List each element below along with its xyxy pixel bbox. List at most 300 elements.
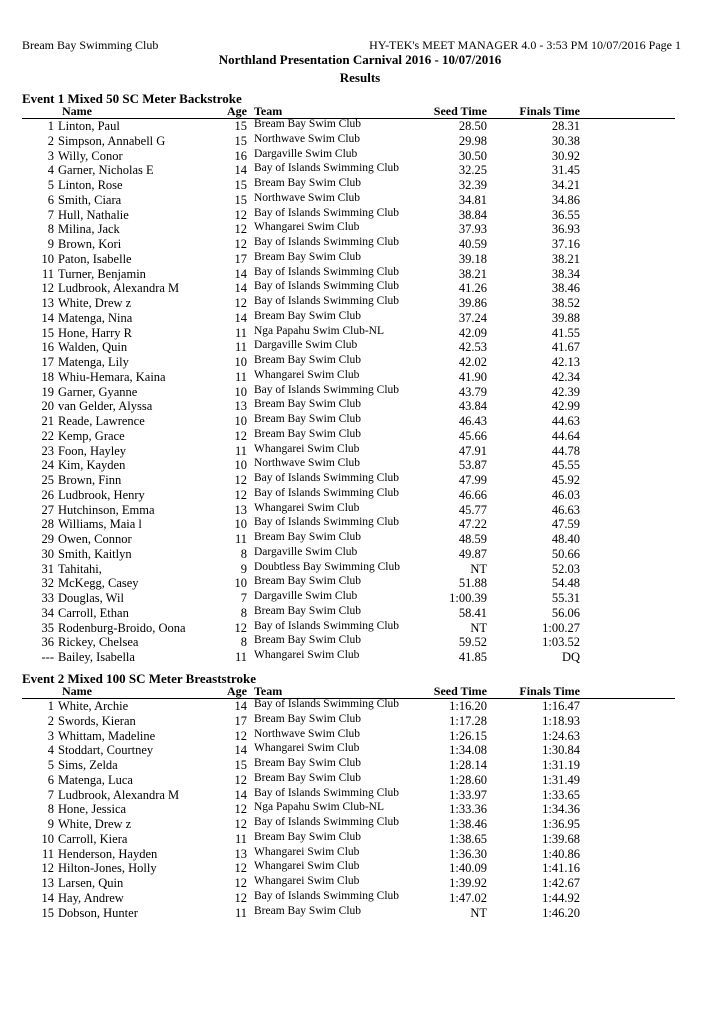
seed-time-cell: 43.84 bbox=[458, 399, 487, 414]
swimmer-name: Carroll, Ethan bbox=[58, 605, 129, 620]
place-cell: 23 bbox=[41, 443, 54, 458]
team-cell: Whangarei Swim Club bbox=[254, 875, 360, 887]
result-row bbox=[0, 876, 720, 891]
finals-time-cell: 55.31 bbox=[551, 591, 580, 605]
team-cell: Whangarei Swim Club bbox=[254, 221, 360, 234]
swimmer-name: Smith, Kaitlyn bbox=[58, 546, 132, 561]
seed-time-cell: NT bbox=[470, 905, 487, 920]
team-cell: Bay of Islands Swimming Club bbox=[254, 236, 400, 248]
result-row bbox=[0, 758, 720, 773]
finals-time-cell: 36.93 bbox=[551, 222, 580, 237]
club-name: Bream Bay Swimming Club bbox=[22, 38, 159, 52]
result-row bbox=[0, 458, 720, 473]
age-cell: 12 bbox=[234, 802, 247, 817]
swimmer-name: White, Drew z bbox=[58, 817, 132, 831]
age-cell: 16 bbox=[234, 148, 247, 163]
team-cell: Bay of Islands Swimming Club bbox=[254, 162, 400, 175]
finals-time-cell: 38.52 bbox=[551, 296, 580, 310]
finals-time-cell: 41.67 bbox=[551, 340, 580, 355]
team-cell: Bay of Islands Swimming Club bbox=[254, 383, 400, 396]
finals-time-cell: 44.64 bbox=[551, 428, 580, 443]
age-cell: 12 bbox=[234, 487, 247, 502]
age-cell: 8 bbox=[240, 605, 247, 620]
seed-time-cell: 51.88 bbox=[458, 576, 487, 591]
seed-time-cell: 1:40.09 bbox=[449, 861, 487, 876]
place-cell: 25 bbox=[41, 473, 54, 487]
seed-time-cell: 1:33.36 bbox=[449, 802, 487, 817]
seed-time-cell: 42.53 bbox=[458, 340, 487, 355]
place-cell: 1 bbox=[47, 119, 54, 133]
result-row bbox=[0, 414, 720, 429]
finals-time-cell: 28.31 bbox=[551, 119, 580, 133]
place-cell: 9 bbox=[47, 817, 54, 831]
age-cell: 7 bbox=[240, 591, 247, 605]
result-row bbox=[0, 743, 720, 758]
result-row bbox=[0, 281, 720, 296]
team-cell: Whangarei Swim Club bbox=[254, 649, 360, 661]
team-cell: Whangarei Swim Club bbox=[254, 860, 360, 873]
place-cell: 7 bbox=[47, 787, 54, 802]
result-row bbox=[0, 429, 720, 444]
age-cell: 10 bbox=[234, 355, 247, 369]
finals-time-cell: 30.38 bbox=[551, 133, 580, 148]
col-name: Name bbox=[62, 104, 92, 118]
place-cell: 33 bbox=[41, 591, 54, 605]
team-cell: Doubtless Bay Swimming Club bbox=[254, 560, 400, 573]
swimmer-name: Tahitahi, bbox=[58, 561, 102, 576]
result-row bbox=[0, 606, 720, 621]
team-cell: Whangarei Swim Club bbox=[254, 368, 360, 381]
seed-time-cell: 47.99 bbox=[458, 473, 487, 487]
finals-time-cell: 42.34 bbox=[551, 369, 580, 384]
finals-time-cell: 45.92 bbox=[551, 473, 580, 487]
seed-time-cell: 1:16.20 bbox=[449, 699, 487, 713]
result-row bbox=[0, 296, 720, 311]
finals-time-cell: 56.06 bbox=[551, 605, 580, 620]
swimmer-name: Carroll, Kiera bbox=[58, 831, 128, 846]
age-cell: 14 bbox=[234, 699, 247, 713]
team-cell: Bream Bay Swim Club bbox=[254, 757, 362, 769]
place-cell: 28 bbox=[41, 517, 54, 532]
result-row bbox=[0, 399, 720, 414]
seed-time-cell: 1:17.28 bbox=[449, 713, 487, 728]
seed-time-cell: 41.90 bbox=[458, 369, 487, 384]
age-cell: 12 bbox=[234, 207, 247, 222]
swimmer-name: Matenga, Nina bbox=[58, 310, 133, 325]
swimmer-name: Kemp, Grace bbox=[58, 428, 125, 443]
event-1-title: Event 1 Mixed 50 SC Meter Backstroke bbox=[22, 91, 242, 106]
swimmer-name: Garner, Gyanne bbox=[58, 384, 138, 399]
swimmer-name: Hilton-Jones, Holly bbox=[58, 861, 157, 876]
age-cell: 15 bbox=[234, 192, 247, 207]
team-cell: Bream Bay Swim Club bbox=[254, 771, 362, 784]
swimmer-name: Hull, Nathalie bbox=[58, 207, 129, 222]
result-row bbox=[0, 773, 720, 788]
finals-time-cell: 1:18.93 bbox=[542, 713, 580, 728]
result-row bbox=[0, 699, 720, 714]
team-cell: Whangarei Swim Club bbox=[254, 501, 360, 514]
finals-time-cell: 1:33.65 bbox=[542, 787, 580, 802]
seed-time-cell: 1:47.02 bbox=[449, 890, 487, 905]
swimmer-name: Matenga, Luca bbox=[58, 772, 133, 787]
place-cell: 9 bbox=[47, 237, 54, 251]
swimmer-name: Brown, Finn bbox=[58, 473, 122, 487]
swimmer-name: Ludbrook, Henry bbox=[58, 487, 145, 502]
col-age: Age bbox=[227, 684, 247, 698]
place-cell: 4 bbox=[47, 743, 54, 758]
team-cell: Bream Bay Swim Club bbox=[254, 712, 362, 725]
place-cell: 34 bbox=[41, 605, 54, 620]
result-row bbox=[0, 802, 720, 817]
place-cell: 7 bbox=[47, 207, 54, 222]
swimmer-name: Whittam, Madeline bbox=[58, 728, 156, 743]
age-cell: 13 bbox=[234, 399, 247, 414]
place-cell: 18 bbox=[41, 369, 54, 384]
result-row bbox=[0, 517, 720, 532]
place-cell: 12 bbox=[41, 861, 54, 876]
team-cell: Bay of Islands Swimming Club bbox=[254, 280, 400, 293]
finals-time-cell: 36.55 bbox=[551, 207, 580, 222]
col-finals-time: Finals Time bbox=[519, 684, 580, 698]
team-cell: Bay of Islands Swimming Club bbox=[254, 786, 400, 799]
team-cell: Northwave Swim Club bbox=[254, 191, 361, 204]
team-cell: Nga Papahu Swim Club-NL bbox=[254, 801, 385, 814]
col-team: Team bbox=[254, 684, 283, 698]
swimmer-name: Willy, Conor bbox=[58, 148, 123, 163]
result-row bbox=[0, 134, 720, 149]
age-cell: 12 bbox=[234, 222, 247, 237]
team-cell: Bay of Islands Swimming Club bbox=[254, 265, 400, 278]
seed-time-cell: 32.39 bbox=[458, 178, 487, 192]
swimmer-name: Hone, Harry R bbox=[58, 325, 132, 340]
finals-time-cell: 34.21 bbox=[551, 178, 580, 192]
swimmer-name: Walden, Quin bbox=[58, 340, 128, 355]
age-cell: 12 bbox=[234, 890, 247, 905]
place-cell: 5 bbox=[47, 758, 54, 772]
finals-time-cell: 1:03.52 bbox=[542, 635, 580, 650]
software-info: HY-TEK's MEET MANAGER 4.0 - 3:53 PM 10/07/2016 Page 1 bbox=[369, 38, 681, 52]
seed-time-cell: 34.81 bbox=[458, 192, 487, 207]
age-cell: 12 bbox=[234, 728, 247, 743]
age-cell: 15 bbox=[234, 133, 247, 148]
age-cell: 10 bbox=[234, 517, 247, 532]
team-cell: Bream Bay Swim Club bbox=[254, 413, 362, 425]
seed-time-cell: 39.86 bbox=[458, 296, 487, 310]
finals-time-cell: 44.78 bbox=[551, 443, 580, 458]
finals-time-cell: 34.86 bbox=[551, 192, 580, 207]
place-cell: 22 bbox=[41, 428, 54, 443]
swimmer-name: Milina, Jack bbox=[58, 222, 120, 237]
place-cell: 17 bbox=[41, 355, 54, 369]
seed-time-cell: 58.41 bbox=[458, 605, 487, 620]
seed-time-cell: 38.84 bbox=[458, 207, 487, 222]
result-row bbox=[0, 355, 720, 370]
age-cell: 10 bbox=[234, 576, 247, 591]
finals-time-cell: 44.63 bbox=[551, 414, 580, 428]
team-cell: Bay of Islands Swimming Club bbox=[254, 486, 400, 499]
seed-time-cell: 59.52 bbox=[458, 635, 487, 650]
finals-time-cell: 42.99 bbox=[551, 399, 580, 414]
swimmer-name: Foon, Hayley bbox=[58, 443, 127, 458]
result-row bbox=[0, 576, 720, 591]
age-cell: 15 bbox=[234, 758, 247, 772]
team-cell: Bream Bay Swim Club bbox=[254, 634, 362, 647]
event-1-column-headers bbox=[0, 104, 720, 119]
place-cell: 2 bbox=[47, 713, 54, 728]
seed-time-cell: 1:39.92 bbox=[449, 876, 487, 890]
team-cell: Bay of Islands Swimming Club bbox=[254, 816, 400, 828]
result-row bbox=[0, 832, 720, 847]
seed-time-cell: 1:26.15 bbox=[449, 728, 487, 743]
place-cell: 6 bbox=[47, 192, 54, 207]
place-cell: 3 bbox=[47, 148, 54, 163]
col-finals-time: Finals Time bbox=[519, 104, 580, 118]
age-cell: 13 bbox=[234, 846, 247, 861]
col-age: Age bbox=[227, 104, 247, 118]
team-cell: Bay of Islands Swimming Club bbox=[254, 619, 400, 632]
seed-time-cell: 1:34.08 bbox=[449, 743, 487, 758]
seed-time-cell: 37.24 bbox=[458, 310, 487, 325]
seed-time-cell: 43.79 bbox=[458, 384, 487, 399]
finals-time-cell: 47.59 bbox=[551, 517, 580, 532]
result-row bbox=[0, 788, 720, 803]
result-row bbox=[0, 714, 720, 729]
event-2-column-headers bbox=[0, 684, 720, 699]
place-cell: 14 bbox=[41, 310, 54, 325]
result-row bbox=[0, 267, 720, 282]
swimmer-name: Rodenburg-Broido, Oona bbox=[58, 620, 186, 635]
result-row bbox=[0, 650, 720, 665]
finals-time-cell: 38.21 bbox=[551, 251, 580, 266]
event-2-title: Event 2 Mixed 100 SC Meter Breaststroke bbox=[22, 671, 256, 686]
seed-time-cell: 39.18 bbox=[458, 251, 487, 266]
team-cell: Northwave Swim Club bbox=[254, 132, 361, 145]
team-cell: Bream Bay Swim Club bbox=[254, 177, 362, 189]
team-cell: Bream Bay Swim Club bbox=[254, 398, 362, 411]
age-cell: 10 bbox=[234, 458, 247, 473]
place-cell: 3 bbox=[47, 728, 54, 743]
place-cell: 19 bbox=[41, 384, 54, 399]
swimmer-name: Linton, Rose bbox=[58, 178, 123, 192]
swimmer-name: Dobson, Hunter bbox=[58, 905, 138, 920]
place-cell: 15 bbox=[41, 325, 54, 340]
place-cell: 6 bbox=[47, 772, 54, 787]
place-cell: --- bbox=[41, 650, 54, 664]
finals-time-cell: 1:16.47 bbox=[542, 699, 580, 713]
seed-time-cell: 47.91 bbox=[458, 443, 487, 458]
seed-time-cell: 53.87 bbox=[458, 458, 487, 473]
finals-time-cell: DQ bbox=[561, 650, 580, 664]
age-cell: 12 bbox=[234, 861, 247, 876]
swimmer-name: Hone, Jessica bbox=[58, 802, 127, 817]
col-team: Team bbox=[254, 104, 283, 118]
team-cell: Dargaville Swim Club bbox=[254, 339, 358, 352]
swimmer-name: Owen, Connor bbox=[58, 532, 132, 546]
finals-time-cell: 41.55 bbox=[551, 325, 580, 340]
seed-time-cell: 47.22 bbox=[458, 517, 487, 532]
team-cell: Northwave Swim Club bbox=[254, 457, 361, 470]
place-cell: 8 bbox=[47, 222, 54, 237]
place-cell: 21 bbox=[41, 414, 54, 428]
seed-time-cell: NT bbox=[470, 620, 487, 635]
result-row bbox=[0, 340, 720, 355]
seed-time-cell: 45.77 bbox=[458, 502, 487, 517]
team-cell: Whangarei Swim Club bbox=[254, 442, 360, 455]
age-cell: 11 bbox=[234, 831, 247, 846]
place-cell: 29 bbox=[41, 532, 54, 546]
place-cell: 20 bbox=[41, 399, 54, 414]
result-row bbox=[0, 237, 720, 252]
team-cell: Bream Bay Swim Club bbox=[254, 427, 362, 440]
age-cell: 8 bbox=[240, 546, 247, 561]
seed-time-cell: 41.26 bbox=[458, 281, 487, 296]
team-cell: Bream Bay Swim Club bbox=[254, 531, 362, 543]
seed-time-cell: 29.98 bbox=[458, 133, 487, 148]
swimmer-name: Turner, Benjamin bbox=[58, 266, 146, 281]
swimmer-name: Brown, Kori bbox=[58, 237, 122, 251]
finals-time-cell: 54.48 bbox=[551, 576, 580, 591]
swimmer-name: Reade, Lawrence bbox=[58, 414, 145, 428]
age-cell: 11 bbox=[234, 325, 247, 340]
result-row bbox=[0, 163, 720, 178]
event-2-results bbox=[0, 699, 720, 920]
finals-time-cell: 38.34 bbox=[551, 266, 580, 281]
place-cell: 4 bbox=[47, 163, 54, 178]
place-cell: 30 bbox=[41, 546, 54, 561]
place-cell: 24 bbox=[41, 458, 54, 473]
age-cell: 11 bbox=[234, 443, 247, 458]
seed-time-cell: 41.85 bbox=[458, 650, 487, 664]
seed-time-cell: 1:33.97 bbox=[449, 787, 487, 802]
finals-time-cell: 1:42.67 bbox=[542, 876, 580, 890]
swimmer-name: Ludbrook, Alexandra M bbox=[58, 281, 180, 296]
swimmer-name: Henderson, Hayden bbox=[58, 846, 158, 861]
swimmer-name: Stoddart, Courtney bbox=[58, 743, 154, 758]
age-cell: 11 bbox=[234, 905, 247, 920]
age-cell: 14 bbox=[234, 266, 247, 281]
swimmer-name: Douglas, Wil bbox=[58, 591, 124, 605]
result-row bbox=[0, 847, 720, 862]
swimmer-name: Linton, Paul bbox=[58, 119, 120, 133]
place-cell: 1 bbox=[47, 699, 54, 713]
result-row bbox=[0, 311, 720, 326]
col-seed-time: Seed Time bbox=[433, 684, 487, 698]
age-cell: 12 bbox=[234, 296, 247, 310]
swimmer-name: Matenga, Lily bbox=[58, 355, 129, 369]
result-row bbox=[0, 891, 720, 906]
swimmer-name: White, Drew z bbox=[58, 296, 132, 310]
seed-time-cell: 32.25 bbox=[458, 163, 487, 178]
age-cell: 14 bbox=[234, 787, 247, 802]
team-cell: Dargaville Swim Club bbox=[254, 590, 358, 602]
swimmer-name: van Gelder, Alyssa bbox=[58, 399, 153, 414]
age-cell: 12 bbox=[234, 620, 247, 635]
finals-time-cell: 50.66 bbox=[551, 546, 580, 561]
age-cell: 10 bbox=[234, 414, 247, 428]
result-row bbox=[0, 562, 720, 577]
age-cell: 8 bbox=[240, 635, 247, 650]
seed-time-cell: 46.43 bbox=[458, 414, 487, 428]
team-cell: Dargaville Swim Club bbox=[254, 147, 358, 160]
finals-time-cell: 48.40 bbox=[551, 532, 580, 546]
swimmer-name: McKegg, Casey bbox=[58, 576, 139, 591]
team-cell: Bream Bay Swim Club bbox=[254, 250, 362, 263]
swimmer-name: Hutchinson, Emma bbox=[58, 502, 155, 517]
age-cell: 15 bbox=[234, 178, 247, 192]
seed-time-cell: 40.59 bbox=[458, 237, 487, 251]
result-row bbox=[0, 326, 720, 341]
finals-time-cell: 42.39 bbox=[551, 384, 580, 399]
swimmer-name: Paton, Isabelle bbox=[58, 251, 132, 266]
team-cell: Bay of Islands Swimming Club bbox=[254, 295, 400, 307]
seed-time-cell: 30.50 bbox=[458, 148, 487, 163]
seed-time-cell: 42.02 bbox=[458, 355, 487, 369]
finals-time-cell: 1:46.20 bbox=[542, 905, 580, 920]
age-cell: 13 bbox=[234, 502, 247, 517]
finals-time-cell: 38.46 bbox=[551, 281, 580, 296]
place-cell: 26 bbox=[41, 487, 54, 502]
swimmer-name: White, Archie bbox=[58, 699, 129, 713]
seed-time-cell: 42.09 bbox=[458, 325, 487, 340]
event-1-results bbox=[0, 119, 720, 665]
result-row bbox=[0, 119, 720, 134]
swimmer-name: Rickey, Chelsea bbox=[58, 635, 139, 650]
place-cell: 31 bbox=[41, 561, 54, 576]
seed-time-cell: 1:00.39 bbox=[449, 591, 487, 605]
seed-time-cell: 49.87 bbox=[458, 546, 487, 561]
result-row bbox=[0, 149, 720, 164]
result-row bbox=[0, 178, 720, 193]
team-cell: Bream Bay Swim Club bbox=[254, 309, 362, 322]
swimmer-name: Smith, Ciara bbox=[58, 192, 122, 207]
age-cell: 12 bbox=[234, 817, 247, 831]
result-row bbox=[0, 193, 720, 208]
seed-time-cell: 1:38.65 bbox=[449, 831, 487, 846]
finals-time-cell: 31.45 bbox=[551, 163, 580, 178]
seed-time-cell: NT bbox=[470, 561, 487, 576]
team-cell: Bay of Islands Swimming Club bbox=[254, 516, 400, 529]
age-cell: 12 bbox=[234, 473, 247, 487]
finals-time-cell: 46.03 bbox=[551, 487, 580, 502]
seed-time-cell: 48.59 bbox=[458, 532, 487, 546]
finals-time-cell: 1:36.95 bbox=[542, 817, 580, 831]
place-cell: 14 bbox=[41, 890, 54, 905]
place-cell: 32 bbox=[41, 576, 54, 591]
swimmer-name: Williams, Maia l bbox=[58, 517, 142, 532]
place-cell: 11 bbox=[41, 266, 54, 281]
result-row bbox=[0, 503, 720, 518]
age-cell: 12 bbox=[234, 876, 247, 890]
seed-time-cell: 1:28.60 bbox=[449, 772, 487, 787]
result-row bbox=[0, 222, 720, 237]
place-cell: 10 bbox=[41, 831, 54, 846]
age-cell: 17 bbox=[234, 713, 247, 728]
result-row bbox=[0, 488, 720, 503]
team-cell: Bay of Islands Swimming Club bbox=[254, 698, 400, 710]
swimmer-name: Hay, Andrew bbox=[58, 890, 124, 905]
swimmer-name: Bailey, Isabella bbox=[58, 650, 135, 664]
swimmer-name: Swords, Kieran bbox=[58, 713, 136, 728]
seed-time-cell: 37.93 bbox=[458, 222, 487, 237]
age-cell: 14 bbox=[234, 163, 247, 178]
col-name: Name bbox=[62, 684, 92, 698]
result-row bbox=[0, 591, 720, 606]
age-cell: 17 bbox=[234, 251, 247, 266]
team-cell: Bream Bay Swim Club bbox=[254, 904, 362, 917]
result-row bbox=[0, 547, 720, 562]
place-cell: 5 bbox=[47, 178, 54, 192]
seed-time-cell: 46.66 bbox=[458, 487, 487, 502]
